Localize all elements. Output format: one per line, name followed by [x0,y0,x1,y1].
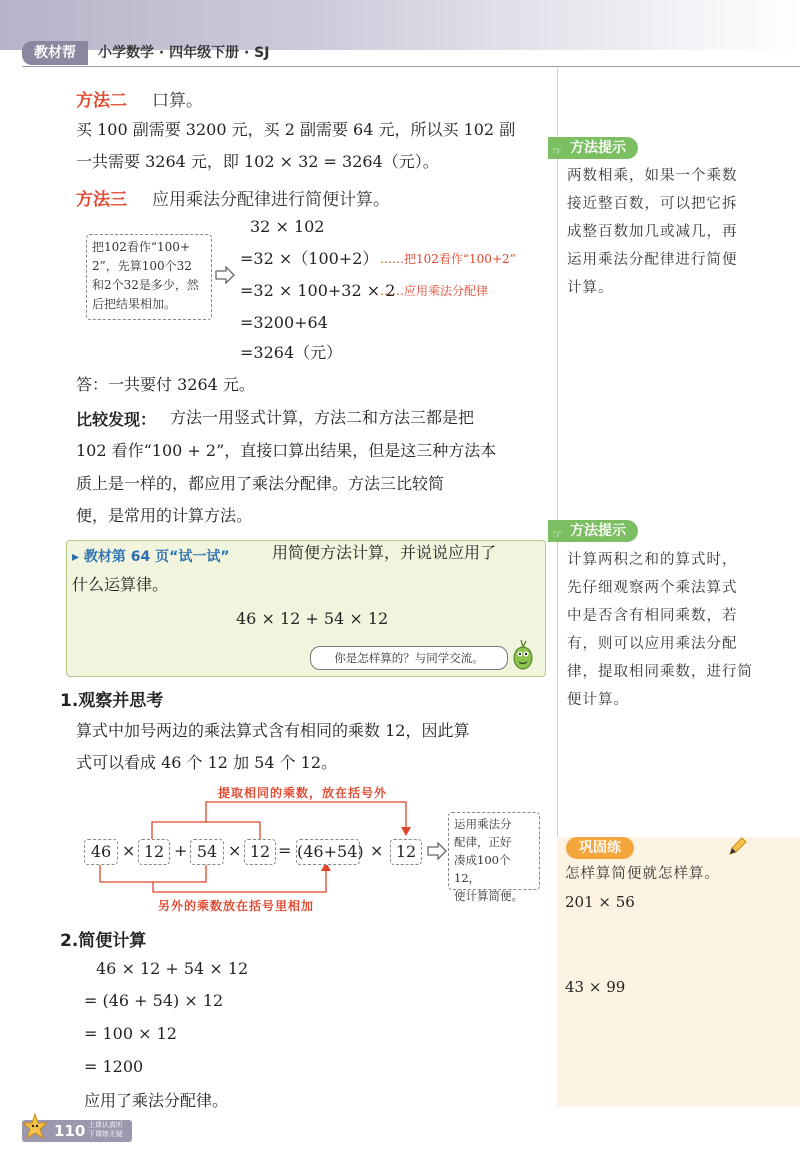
method3-step: =32 × 100+32 × 2 [240,281,396,300]
arrow-right-icon [426,842,448,860]
try-it-prompt: 什么运算律。 [72,575,169,594]
method3-step: =3200+64 [240,313,328,332]
tip-badge [548,137,638,159]
tip-badge-label: 方法提示 [570,140,626,156]
method3-note-line: 后把结果相加。 [92,297,177,311]
diagram-note-line: 运用乘法分 [454,817,512,831]
tip-line: 两数相乘，如果一个乘数 [567,168,738,184]
tip-line: 计算。 [567,280,614,296]
pointing-hand-icon: ☞ [552,144,563,158]
compare-line: 质上是一样的，都应用了乘法分配律。方法三比较简 [76,474,445,493]
header-badge: 教材帮 [22,41,88,65]
diagram-note-line: 配律，正好 [454,835,512,849]
diagram-note-line: 使计算简便。 [454,889,523,903]
cartoon-character-icon [508,638,538,672]
speech-bubble [310,646,508,670]
method2-label: 方法二 [76,91,127,111]
diagram-factor-a: 46 [84,839,118,865]
tip-badge-label: 方法提示 [570,523,626,539]
compare-line: 方法一用竖式计算，方法二和方法三都是把 [170,408,475,427]
tip-line: 计算两积之和的算式时， [567,552,738,568]
method3-step: =3264（元） [240,343,343,362]
diagram-top-label: 提取相同的乘数，放在括号外 [218,786,388,800]
diagram-equals: = [278,841,292,860]
method3-title: 应用乘法分配律进行简便计算。 [152,190,390,210]
practice-question: 43 × 99 [565,978,626,996]
method3-step: =32 ×（100+2） [240,249,379,268]
tip-text [567,162,738,302]
page-number: 110 [54,1122,86,1140]
pencil-icon [726,836,748,858]
section2-title: 2.简便计算 [60,931,147,951]
diagram-factor-e: 12 [390,839,422,865]
tip-line: 有，则可以应用乘法分配 [567,636,738,652]
section2-step: = 1200 [84,1057,144,1076]
tip-line: 成整百数加几或减几，再 [567,224,738,240]
method3-note-line: 2”，先算100个32 [92,259,192,273]
practice-prompt: 怎样算简便就怎样算。 [565,866,720,882]
arrow-right-icon [214,266,236,284]
compare-line: 102 看作“100 + 2”，直接口算出结果，但是这三种方法本 [76,441,497,460]
method3-annotation: ……把102看作“100+2” [380,252,516,266]
practice-question: 201 × 56 [565,893,635,911]
diagram-plus: + [174,841,188,860]
diagram-times: × [122,841,136,860]
method3-note-line: 和2个32是多少，然 [92,278,199,292]
try-it-label: ▸ 教材第 64 页“试一试” [72,549,230,565]
star-character-icon [22,1112,48,1142]
compare-label: 比较发现： [76,410,157,429]
section2-step: = (46 + 54) × 12 [84,991,224,1010]
section2-step: = 100 × 12 [84,1024,177,1043]
diagram-factor-b: 12 [138,839,170,865]
tip-line: 先仔细观察两个乘法算式 [567,580,738,596]
section1-line: 算式中加号两边的乘法算式含有相同的乘数 12，因此算 [76,721,470,740]
practice-badge: 巩固练 [566,837,634,859]
method2-title: 口算。 [152,91,203,111]
method3-note-box [86,234,212,320]
tip-line: 便计算。 [567,692,629,708]
diagram-times: × [228,841,242,860]
try-it-prompt: 用简便方法计算，并说说应用了 [272,543,497,562]
diagram-note-box [448,812,540,903]
tip-line: 中是否含有相同乘数，若 [567,608,738,624]
diagram-times: × [370,841,384,860]
tip-text [567,546,753,714]
diagram-factor-c: 54 [190,839,224,865]
method3-note-line: 把102看作“100+ [92,240,190,254]
tip-line: 接近整百数，可以把它拆 [567,196,738,212]
header-rule [22,66,800,67]
section2-conclusion: 应用了乘法分配律。 [84,1091,229,1110]
diagram-factor-d: 12 [244,839,276,865]
method3-label: 方法三 [76,190,127,210]
section1-title: 1.观察并思考 [60,691,164,711]
diagram-bottom-label: 另外的乘数放在括号里相加 [158,899,315,913]
answer: 答：一共要付 3264 元。 [76,375,255,394]
tip-line: 律，提取相同乘数，进行简 [567,664,753,680]
tip-badge [548,520,638,542]
method2-line2: 一共需要 3264 元，即 102 × 32 = 3264（元）。 [76,152,439,171]
compare-line: 便，是常用的计算方法。 [76,506,253,525]
speech-bubble-text: 你是怎样算的？与同学交流。 [334,651,484,665]
diagram-note-line: 凑成100个12， [454,853,511,885]
footer-slogan-line: 上课认真听 [88,1121,123,1129]
header-title: 小学数学 · 四年级下册 · SJ [98,45,270,61]
tip-line: 运用乘法分配律进行简便 [567,252,738,268]
diagram-paren-sum: (46+54) [296,839,360,865]
footer-slogan [88,1121,123,1139]
section2-step: 46 × 12 + 54 × 12 [96,959,249,978]
method2-line1: 买 100 副需要 3200 元，买 2 副需要 64 元，所以买 102 副 [76,120,516,139]
try-it-expression: 46 × 12 + 54 × 12 [236,609,389,628]
method3-step: 32 × 102 [250,217,325,236]
pointing-hand-icon: ☞ [552,527,563,541]
method3-annotation: ……应用乘法分配律 [380,284,489,298]
section1-line: 式可以看成 46 个 12 加 54 个 12。 [76,753,338,772]
footer-slogan-line: 下课练无疑 [88,1130,123,1138]
